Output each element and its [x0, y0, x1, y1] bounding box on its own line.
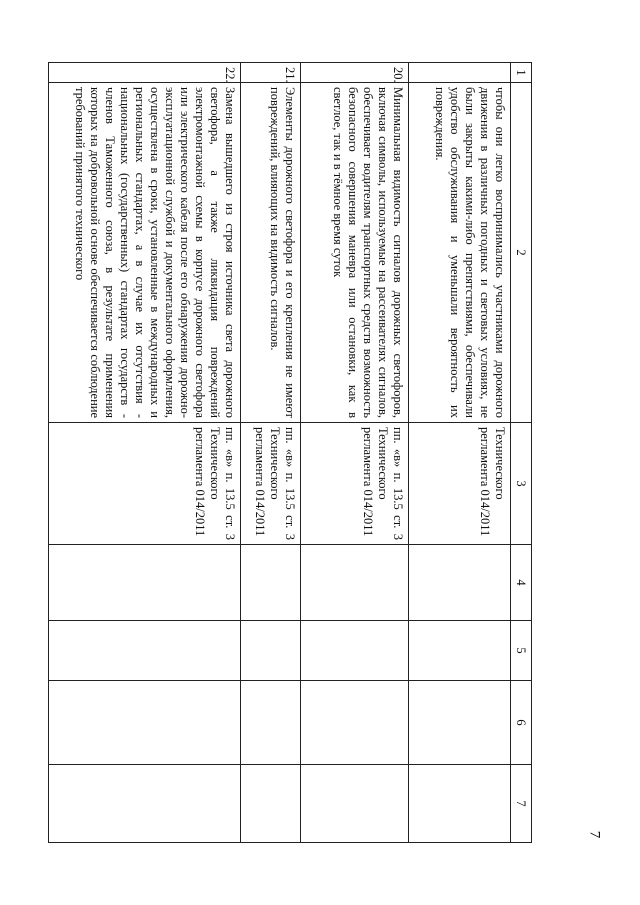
empty-cell	[49, 681, 241, 765]
page-number: 7	[586, 830, 603, 839]
requirements-table	[48, 62, 532, 843]
header-cell: 2	[511, 83, 532, 423]
table-row	[409, 63, 511, 843]
row-number: 21.	[241, 63, 301, 83]
header-cell: 1	[511, 63, 532, 83]
table-row	[301, 63, 409, 843]
header-cell: 3	[511, 423, 532, 545]
requirement-text: Элементы дорожного светофора и его крепления не имеют повреждений, влияющих на видимость сигналов.	[241, 83, 301, 423]
empty-cell	[49, 621, 241, 681]
regulation-reference: Технического регламента 014/2011	[409, 423, 511, 545]
empty-cell	[241, 545, 301, 621]
empty-cell	[301, 681, 409, 765]
regulation-reference: пп. «в» п. 13.5 ст. 3 Технического регламента 014/2011	[49, 423, 241, 545]
empty-cell	[301, 765, 409, 843]
empty-cell	[49, 765, 241, 843]
empty-cell	[49, 545, 241, 621]
table-header-row	[511, 63, 532, 843]
empty-cell	[409, 765, 511, 843]
empty-cell	[409, 621, 511, 681]
table-row	[241, 63, 301, 843]
empty-cell	[241, 681, 301, 765]
row-number: 20.	[301, 63, 409, 83]
rotated-page	[48, 62, 532, 842]
header-cell: 5	[511, 621, 532, 681]
requirement-text: чтобы они легко воспринимались участниками дорожного движения в различных погодных и световых условиях, не были закрыты какими-либо препятствиями, обеспечивали удобство обслуживания и уменьшали вероятность их повреждения.	[409, 83, 511, 423]
regulation-reference: пп. «в» п. 13.5 ст. 3 Технического регламента 014/2011	[241, 423, 301, 545]
row-number: 22.	[49, 63, 241, 83]
table-row	[49, 63, 241, 843]
empty-cell	[241, 621, 301, 681]
empty-cell	[301, 545, 409, 621]
header-cell: 6	[511, 681, 532, 765]
regulation-reference: пп. «в» п. 13.5 ст. 3 Технического регламента 014/2011	[301, 423, 409, 545]
requirement-text: Минимальная видимость сигналов дорожных светофоров, включая символы, используемые на рассеивателях сигналов, обеспечивает водителям транспортных средств возможность безопасного совершения маневра или остановки, как в светлое, так и в тёмное время суток	[301, 83, 409, 423]
header-cell: 7	[511, 765, 532, 843]
empty-cell	[241, 765, 301, 843]
header-cell: 4	[511, 545, 532, 621]
empty-cell	[409, 681, 511, 765]
empty-cell	[409, 545, 511, 621]
row-number	[409, 63, 511, 83]
empty-cell	[301, 621, 409, 681]
requirement-text: Замена вышедшего из строя источника света дорожного светофора, а также ликвидация повреждений электромонтажной схемы в корпусе дорожного светофора или электрического кабеля после его обнаружения дорожно-эксплуатационной службой и документального оформления, осуществлена в сроки, установленные в международных и региональных стандартах, а в случае их отсутствия - национальных (государственных) стандартах государств - членов Таможенного союза, в результате применения которых на добровольной основе обеспечивается соблюдение требований принятого технического	[49, 83, 241, 423]
